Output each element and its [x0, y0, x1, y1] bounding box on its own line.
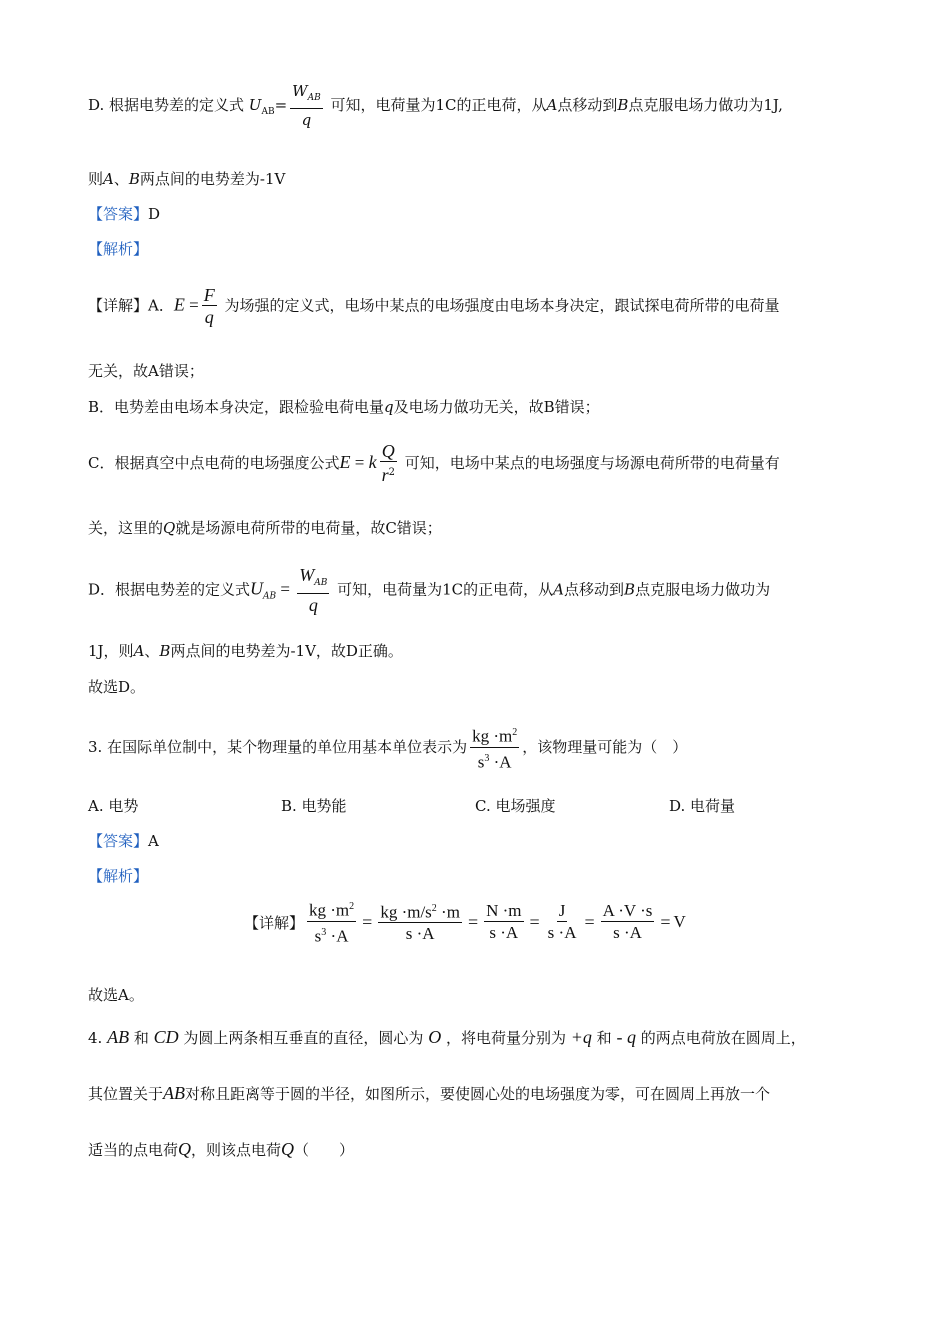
text-segment: 的两点电荷放在圆周上， — [635, 1029, 806, 1047]
text-segment: D. 根据电势差的定义式 — [88, 96, 249, 114]
question-3 — [88, 724, 864, 772]
fraction-numerator: J — [558, 900, 566, 920]
math-var: U — [248, 96, 262, 114]
math-var: CD — [153, 1027, 179, 1047]
text-line — [88, 984, 864, 1006]
text-line-potential-diff — [88, 168, 864, 190]
text-segment: ，该物理量可能为（ ） — [522, 738, 688, 757]
text-segment: 为场强的定义式，电场中某点的电场强度由电场本身决定，跟试探电荷所带的电荷量 — [219, 296, 780, 315]
math-var: A — [553, 580, 565, 599]
math-superscript: 2 — [512, 727, 518, 738]
math-var: B — [128, 170, 140, 188]
text-segment: 和 — [129, 1029, 154, 1047]
text-segment: D．根据电势差的定义式 — [88, 580, 251, 599]
math-operator: = — [274, 96, 288, 114]
fraction-denominator: q — [308, 595, 318, 615]
math-var: B — [624, 580, 636, 599]
math-operator: = — [660, 911, 671, 932]
math-var: B — [617, 96, 629, 114]
text-segment: 及电场力做功无关，故B错误； — [393, 398, 600, 416]
math-var: k — [368, 452, 377, 472]
fraction-wab-q — [297, 566, 329, 615]
equation-result: V — [673, 912, 686, 932]
fraction-denominator: s — [477, 752, 485, 772]
math-superscript: 2 — [388, 467, 395, 478]
text-line — [88, 676, 864, 698]
unit-derivation-equation — [244, 898, 686, 946]
math-var: A — [133, 642, 145, 660]
math-superscript: 2 — [349, 901, 355, 912]
math-var: AB — [107, 1027, 130, 1047]
math-var: B — [159, 642, 171, 660]
text-segment: 故选A。 — [88, 986, 144, 1004]
fraction-unit — [470, 724, 519, 772]
math-var: Q — [178, 1139, 192, 1159]
text-segment: 无关，故A错误； — [88, 362, 204, 380]
detail-tag: 【详解】 — [244, 913, 305, 932]
math-operator: = — [467, 911, 479, 932]
math-var: A — [103, 170, 114, 188]
text-segment: ，将电荷量分别为 — [441, 1029, 571, 1047]
text-segment: 对称且距离等于圆的半径，如图所示，要使圆心处的电场强度为零，可在圆周上再放一个 — [185, 1085, 771, 1103]
text-segment: ，则该点电荷 — [191, 1141, 282, 1159]
text-segment: A． — [148, 296, 174, 315]
fraction-denominator: r — [381, 465, 389, 485]
text-line-b — [88, 396, 864, 418]
fraction-denominator: s — [314, 926, 322, 946]
text-line — [88, 640, 864, 662]
text-segment: 、 — [113, 170, 129, 188]
fraction-q-r2 — [380, 442, 397, 486]
text-segment: 和 — [591, 1029, 617, 1047]
math-var: AB — [163, 1083, 186, 1103]
math-var: q — [384, 398, 394, 416]
fraction-numerator: kg ·m — [472, 726, 513, 746]
answer-value: D — [148, 205, 161, 223]
text-segment: 点移动到 — [557, 96, 618, 114]
answer-line — [88, 830, 864, 852]
fraction-5 — [601, 902, 655, 943]
math-operator: = — [362, 911, 373, 932]
fraction-numerator: kg ·m/s — [380, 902, 432, 922]
math-superscript: 3 — [484, 752, 490, 764]
text-segment: 两点间的电势差为-1V，故D正确。 — [170, 642, 403, 660]
text-segment: 就是场源电荷所带的电荷量，故C错误； — [175, 519, 442, 537]
detail-tag: 【详解】 — [88, 296, 149, 315]
question-4-line-2 — [88, 1082, 864, 1105]
text-line — [88, 517, 864, 539]
math-superscript: 3 — [321, 926, 327, 938]
math-var: Q — [281, 1139, 295, 1159]
fraction-numerator: W — [292, 82, 308, 100]
text-line-c — [88, 442, 864, 486]
fraction-denominator: q — [204, 307, 214, 327]
math-var: - q — [616, 1027, 636, 1047]
text-segment: 可知，电荷量为1C的正电荷，从 — [325, 96, 547, 114]
math-subscript: AB — [261, 107, 275, 117]
fraction-denominator: s ·A — [613, 922, 642, 942]
math-var: Q — [163, 519, 176, 537]
fraction-numerator: Q — [381, 441, 395, 461]
math-var: O — [428, 1027, 442, 1047]
text-segment: 则 — [88, 170, 104, 188]
analysis-tag: 【解析】 — [88, 240, 149, 258]
fraction-denominator: s ·A — [405, 924, 435, 944]
fraction-denominator: s ·A — [489, 922, 519, 942]
math-operator: = — [584, 911, 595, 932]
fraction-numerator: F — [203, 285, 215, 305]
text-segment: 1J，则 — [88, 642, 134, 660]
analysis-tag: 【解析】 — [88, 867, 149, 885]
answer-line — [88, 203, 864, 225]
text-segment: B．电势差由电场本身决定，跟检验电荷电量 — [88, 398, 385, 416]
text-segment: C．根据真空中点电荷的电场强度公式 — [88, 454, 340, 472]
math-var: U — [250, 578, 264, 599]
fraction-f-q — [202, 286, 217, 327]
text-segment: 两点间的电势差为-1V — [139, 170, 286, 188]
text-segment: （ ） — [294, 1141, 355, 1159]
math-var: A — [546, 96, 558, 114]
math-operator: = — [529, 911, 540, 932]
math-var: E — [173, 294, 185, 315]
option-a: A. 电势 — [88, 797, 139, 815]
text-line-detail-a — [88, 286, 864, 327]
text-segment: 其位置关于 — [88, 1085, 164, 1103]
option-d: D. 电荷量 — [669, 797, 736, 815]
math-operator: = — [276, 579, 295, 599]
math-var: E — [339, 452, 351, 472]
math-superscript: 2 — [431, 902, 437, 914]
analysis-line — [88, 865, 864, 887]
question-4-line-3 — [88, 1138, 864, 1161]
fraction-wab-q — [290, 82, 323, 130]
text-segment: 点克服电场力做功为 — [635, 580, 771, 599]
math-operator: = — [350, 453, 369, 472]
text-line — [88, 360, 864, 382]
options-row — [88, 795, 868, 817]
text-segment: 、 — [144, 642, 160, 660]
math-subscript: AB — [307, 93, 321, 103]
text-segment: 4. — [88, 1029, 108, 1047]
fraction-denominator: s ·A — [547, 922, 577, 942]
math-var: +q — [570, 1027, 592, 1047]
question-4-line-1 — [88, 1026, 864, 1049]
fraction-denominator: q — [301, 111, 312, 129]
text-segment: 关，这里的 — [88, 519, 164, 537]
text-segment: 可知，电荷量为1C的正电荷，从 — [332, 580, 554, 599]
math-subscript: AB — [263, 591, 277, 602]
text-segment: 点克服电场力做功为1J, — [628, 96, 783, 114]
fraction-numerator: W — [299, 565, 315, 585]
text-segment: 点移动到 — [564, 580, 625, 599]
text-segment: 3. 在国际单位制中，某个物理量的单位用基本单位表示为 — [88, 738, 468, 757]
text-segment: 故选D。 — [88, 678, 146, 696]
math-subscript: AB — [314, 578, 328, 588]
fraction-2 — [378, 900, 462, 945]
math-operator: = — [184, 295, 199, 315]
fraction-numerator: ·m — [436, 902, 460, 922]
fraction-1 — [307, 898, 356, 946]
fraction-3 — [484, 902, 523, 943]
fraction-numerator: A ·V ·s — [602, 900, 653, 920]
text-segment: 适当的点电荷 — [88, 1141, 179, 1159]
fraction-numerator: N ·m — [486, 900, 522, 920]
text-segment: 可知，电场中某点的电场强度与场源电荷所带的电荷量有 — [399, 454, 780, 472]
answer-tag: 【答案】 — [88, 205, 149, 223]
analysis-line — [88, 238, 864, 260]
text-line-d — [88, 566, 864, 615]
fraction-4 — [546, 902, 579, 943]
option-b: B. 电势能 — [281, 797, 347, 815]
text-line-d-definition — [88, 82, 864, 130]
fraction-numerator: kg ·m — [309, 900, 350, 920]
answer-tag: 【答案】 — [88, 832, 149, 850]
option-c: C. 电场强度 — [475, 797, 556, 815]
answer-value: A — [148, 832, 159, 850]
fraction-denominator: ·A — [326, 926, 349, 946]
text-segment: 为圆上两条相互垂直的直径，圆心为 — [178, 1029, 429, 1047]
fraction-denominator: ·A — [489, 752, 512, 772]
